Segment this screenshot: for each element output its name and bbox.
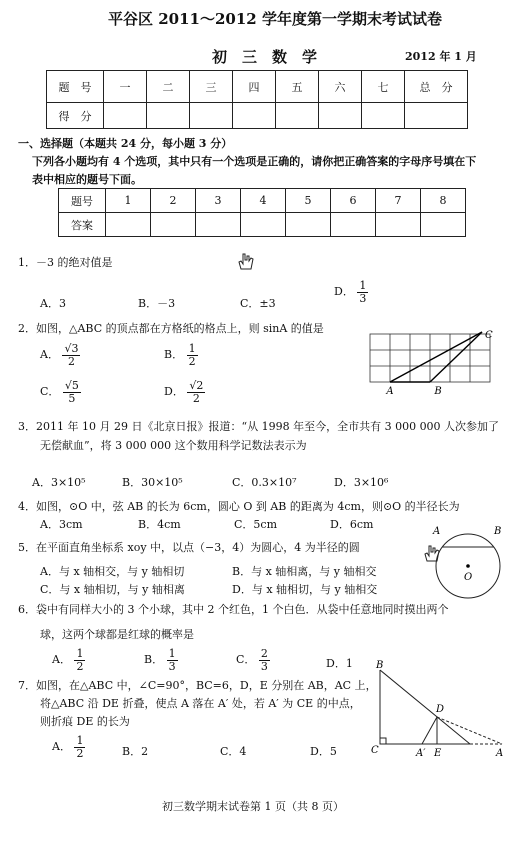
q2-option-b xyxy=(164,343,198,367)
q6-option-b xyxy=(144,648,178,672)
q7-option-c: C．4 xyxy=(220,745,247,758)
score-row-label: 得 分 xyxy=(47,103,104,129)
numerator: √5 xyxy=(64,379,79,392)
q7-option-a-label: A． xyxy=(52,740,71,754)
q7-option-d: D．5 xyxy=(310,745,337,758)
denominator: 2 xyxy=(76,659,84,673)
denominator: 3 xyxy=(359,291,367,305)
score-header-cell: 总 分 xyxy=(405,71,468,103)
answer-header-cell: 1 xyxy=(106,189,151,213)
score-cell[interactable] xyxy=(362,103,405,129)
q2-grid-figure xyxy=(368,328,494,396)
score-cell[interactable] xyxy=(319,103,362,129)
q4-option-d: D．6cm xyxy=(330,518,374,531)
numerator: 1 xyxy=(168,647,176,660)
numerator: 1 xyxy=(76,734,84,747)
score-header-cell: 题 号 xyxy=(47,71,104,103)
q7-triangle-figure xyxy=(370,660,508,758)
q4-stem: 4．如图，⊙O 中，弦 AB 的长为 6cm，圆心 O 到 AB 的距离为 4cm，则⊙O 的半径长为 xyxy=(18,500,460,513)
score-header-cell: 五 xyxy=(276,71,319,103)
q2-option-c xyxy=(40,380,81,404)
q7-option-a xyxy=(52,735,85,759)
q4-option-a: A．3cm xyxy=(40,518,83,531)
q4-option-c: C．5cm xyxy=(234,518,278,531)
answer-cell[interactable] xyxy=(421,213,466,237)
q6-option-a xyxy=(52,648,85,672)
denominator: 2 xyxy=(188,354,196,368)
score-cell[interactable] xyxy=(405,103,468,129)
q6-option-a-fraction xyxy=(74,648,85,672)
q6-option-b-label: B． xyxy=(144,653,164,667)
score-cell[interactable] xyxy=(190,103,233,129)
answer-cell[interactable] xyxy=(286,213,331,237)
answer-cell[interactable] xyxy=(376,213,421,237)
score-cell[interactable] xyxy=(104,103,147,129)
score-cell[interactable] xyxy=(147,103,190,129)
q6-option-d: D．1 xyxy=(326,657,353,670)
answer-cell[interactable] xyxy=(196,213,241,237)
score-header-cell: 六 xyxy=(319,71,362,103)
score-table xyxy=(46,70,468,129)
q1-option-d-label: D． xyxy=(334,285,354,299)
q7-option-b: B．2 xyxy=(122,745,149,758)
q2-option-c-fraction xyxy=(63,380,81,404)
answer-header-cell: 6 xyxy=(331,189,376,213)
q6-option-c xyxy=(236,648,270,672)
q6-stem-line2: 球，这两个球都是红球的概率是 xyxy=(40,628,194,641)
q1-option-d xyxy=(334,280,368,304)
section1-instruction: 下列各小题均有 4 个选项，其中只有一个选项是正确的，请你把正确答案的字母序号填在下 xyxy=(32,155,477,168)
q5-option-d: D．与 x 轴相切，与 y 轴相交 xyxy=(232,583,378,596)
q3-option-d: D．3×10⁶ xyxy=(334,476,389,489)
subject-title: 初 三 数 学 xyxy=(212,48,318,66)
q5-option-a: A．与 x 轴相交，与 y 轴相切 xyxy=(40,565,185,578)
denominator: 3 xyxy=(260,659,268,673)
denominator: 2 xyxy=(76,746,84,760)
score-cell[interactable] xyxy=(276,103,319,129)
q2-option-a-fraction xyxy=(62,343,80,367)
q2-option-a-label: A． xyxy=(40,348,59,362)
score-cell[interactable] xyxy=(233,103,276,129)
score-header-cell: 七 xyxy=(362,71,405,103)
answer-header-cell: 2 xyxy=(151,189,196,213)
score-header-cell: 四 xyxy=(233,71,276,103)
q5-stem: 5．在平面直角坐标系 xoy 中，以点（−3，4）为圆心，4 为半径的圆 xyxy=(18,541,360,554)
q2-option-d-label: D． xyxy=(164,385,184,399)
q2-stem: 2．如图，△ABC 的顶点都在方格纸的格点上，则 sinA 的值是 xyxy=(18,322,324,335)
q7-point-e-label: E xyxy=(434,748,442,758)
answer-cell[interactable] xyxy=(151,213,196,237)
q1-stem: 1．－3 的绝对值是 xyxy=(18,256,113,269)
answer-header-cell: 8 xyxy=(421,189,466,213)
q5-option-c: C．与 x 轴相切，与 y 轴相离 xyxy=(40,583,185,596)
q1-option-b: B．－3 xyxy=(138,297,176,310)
answer-row-label: 答案 xyxy=(59,213,106,237)
q3-stem-line2: 无偿献血”，将 3 000 000 这个数用科学记数法表示为 xyxy=(40,439,307,452)
q6-option-a-label: A． xyxy=(52,653,71,667)
q7-stem-line1: 7．如图，在△ABC 中，∠C=90°，BC=6，D，E 分别在 AB，AC 上， xyxy=(18,679,377,692)
answer-cell[interactable] xyxy=(241,213,286,237)
q2-option-d xyxy=(164,380,205,404)
numerator: 1 xyxy=(359,279,367,292)
answer-header-cell: 4 xyxy=(241,189,286,213)
q1-option-a: A．3 xyxy=(40,297,66,310)
denominator: 3 xyxy=(168,659,176,673)
answer-header-cell: 题号 xyxy=(59,189,106,213)
q7-point-b-label: B xyxy=(376,660,384,671)
numerator: √3 xyxy=(64,342,79,355)
q7-stem-line2: 将△ABC 沿 DE 折叠，使点 A 落在 A′ 处，若 A′ 为 CE 的中点， xyxy=(40,697,361,710)
numerator: 1 xyxy=(188,342,196,355)
answer-cell[interactable] xyxy=(106,213,151,237)
q2-option-a xyxy=(40,343,80,367)
q1-option-c: C．±3 xyxy=(240,297,276,310)
answer-header-cell: 3 xyxy=(196,189,241,213)
q2-point-b-label: B xyxy=(434,386,442,396)
hand-cursor-icon xyxy=(421,544,441,562)
q3-option-c: C．0.3×10⁷ xyxy=(232,476,297,489)
q2-option-d-fraction xyxy=(187,380,205,404)
q4-point-a-label: A xyxy=(433,526,441,537)
q4-point-o-label: O xyxy=(464,572,473,583)
q6-option-c-fraction xyxy=(259,648,270,672)
q3-stem-line1: 3．2011 年 10 月 29 日《北京日报》报道：“从 1998 年至今，全市共有 3 000 000 人次参加了 xyxy=(18,420,500,433)
exam-date: 2012 年 1 月 xyxy=(405,50,477,63)
page-footer: 初三数学期末试卷第 1 页（共 8 页） xyxy=(162,800,344,813)
q3-option-a: A．3×10⁵ xyxy=(32,476,86,489)
q7-point-c-label: C xyxy=(371,745,379,756)
numerator: √2 xyxy=(189,379,204,392)
q2-option-c-label: C． xyxy=(40,385,60,399)
score-header-cell: 二 xyxy=(147,71,190,103)
q6-option-b-fraction xyxy=(167,648,178,672)
q7-point-a-prime-label: A′ xyxy=(416,748,426,758)
score-header-cell: 一 xyxy=(104,71,147,103)
answer-header-cell: 5 xyxy=(286,189,331,213)
q6-stem-line1: 6．袋中有同样大小的 3 个小球，其中 2 个红色，1 个白色．从袋中任意地同时摸出两个 xyxy=(18,603,449,616)
answer-cell[interactable] xyxy=(331,213,376,237)
q2-option-b-label: B． xyxy=(164,348,184,362)
q2-point-a-label: A xyxy=(386,386,394,396)
q7-point-a-label: A xyxy=(496,748,504,758)
denominator: 2 xyxy=(192,391,200,405)
section1-heading: 一、选择题（本题共 24 分，每小题 3 分） xyxy=(18,137,233,150)
q7-stem-line3: 则折痕 DE 的长为 xyxy=(40,715,130,728)
answer-header-cell: 7 xyxy=(376,189,421,213)
exam-title: 平谷区 2011～2012 学年度第一学期末考试试卷 xyxy=(108,10,442,28)
q7-point-d-label: D xyxy=(436,704,445,715)
q1-option-d-fraction xyxy=(357,280,368,304)
score-header-cell: 三 xyxy=(190,71,233,103)
q2-option-b-fraction xyxy=(187,343,198,367)
q4-option-b: B．4cm xyxy=(138,518,181,531)
q2-point-c-label: C xyxy=(485,330,493,341)
q4-circle-figure xyxy=(428,520,508,604)
section1-instruction-cont: 表中相应的题号下面。 xyxy=(32,173,142,186)
answer-table xyxy=(58,188,466,237)
hand-cursor-icon xyxy=(235,252,255,270)
q7-option-a-fraction xyxy=(74,735,85,759)
denominator: 5 xyxy=(68,391,76,405)
q5-option-b: B．与 x 轴相离，与 y 轴相交 xyxy=(232,565,377,578)
denominator: 2 xyxy=(67,354,75,368)
q6-option-c-label: C． xyxy=(236,653,256,667)
q3-option-b: B．30×10⁵ xyxy=(122,476,183,489)
numerator: 1 xyxy=(76,647,84,660)
q4-point-b-label: B xyxy=(494,526,502,537)
numerator: 2 xyxy=(260,647,268,660)
